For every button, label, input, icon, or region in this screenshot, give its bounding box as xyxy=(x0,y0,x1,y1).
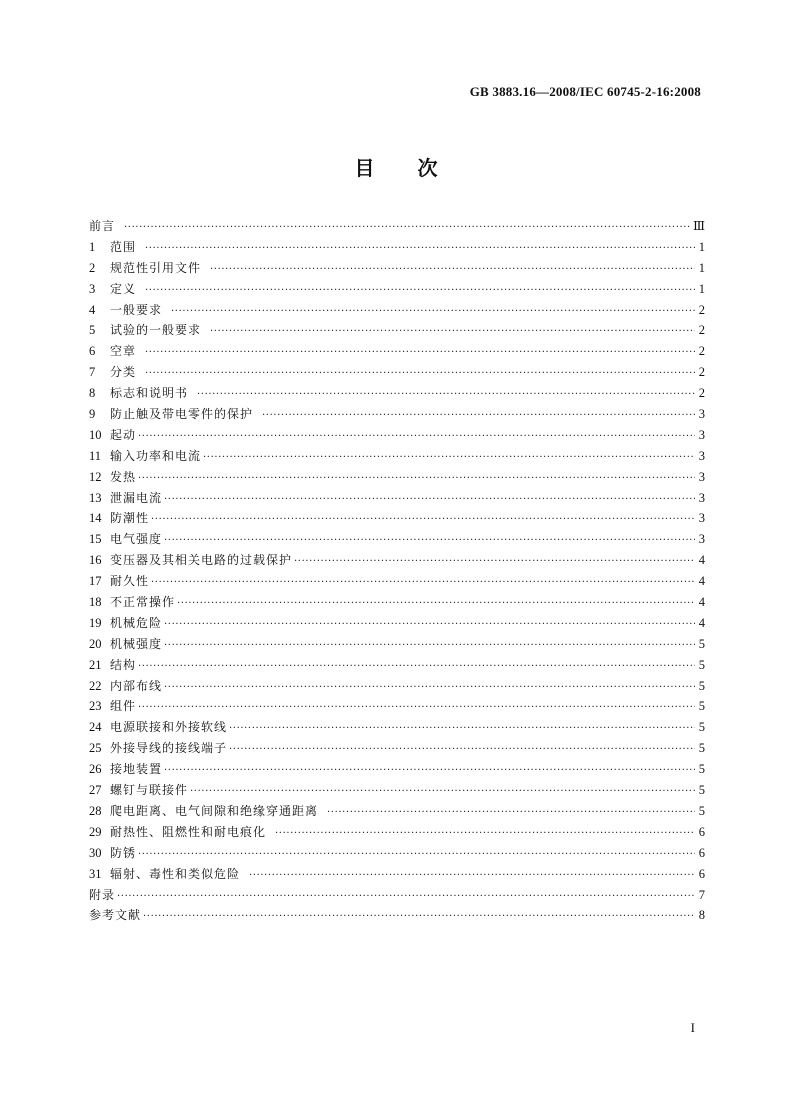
toc-entry-page: 5 xyxy=(698,720,705,735)
toc-entry[interactable] xyxy=(89,864,705,885)
toc-entry[interactable] xyxy=(89,759,705,780)
toc-entry-number: 21 xyxy=(89,657,102,672)
toc-entry-title: 附录 xyxy=(89,887,116,902)
toc-entry-number: 27 xyxy=(89,783,102,798)
page-title-char-1: 目 xyxy=(354,156,375,180)
toc-entry[interactable] xyxy=(89,801,705,822)
toc-leader-dots xyxy=(145,343,695,364)
toc-entry-title: 螺钉与联接件 xyxy=(110,783,189,798)
toc-leader-dots xyxy=(138,427,695,448)
toc-entry[interactable] xyxy=(89,592,705,613)
toc-entry-page: 5 xyxy=(698,741,705,756)
toc-entry-title: 范围 xyxy=(110,239,137,254)
table-of-contents xyxy=(89,216,705,926)
toc-leader-dots xyxy=(294,552,695,573)
toc-entry[interactable] xyxy=(89,529,705,550)
toc-leader-dots xyxy=(190,782,695,803)
toc-entry-page: 4 xyxy=(698,615,705,630)
toc-entry[interactable] xyxy=(89,362,705,383)
toc-entry-number: 31 xyxy=(89,866,102,881)
toc-entry-title: 机械强度 xyxy=(110,636,163,651)
toc-entry-title: 分类 xyxy=(110,365,137,380)
toc-entry-number: 15 xyxy=(89,532,102,547)
toc-entry[interactable] xyxy=(89,508,705,529)
page-number: I xyxy=(690,1020,695,1035)
toc-entry-number: 9 xyxy=(89,407,96,422)
toc-entry-page: 6 xyxy=(698,845,705,860)
toc-leader-dots xyxy=(164,615,695,636)
toc-entry-page: 3 xyxy=(698,448,705,463)
toc-entry-number: 17 xyxy=(89,574,102,589)
toc-entry-number: 19 xyxy=(89,615,102,630)
toc-leader-dots xyxy=(229,740,695,761)
toc-entry-number: 6 xyxy=(89,344,96,359)
toc-leader-dots xyxy=(262,406,695,427)
toc-entry-title: 爬电距离、电气间隙和绝缘穿通距离 xyxy=(110,803,319,818)
toc-entry-page: 2 xyxy=(698,323,705,338)
toc-entry[interactable] xyxy=(89,237,705,258)
toc-entry-title: 泄漏电流 xyxy=(110,490,163,505)
toc-leader-dots xyxy=(124,218,691,239)
toc-entry-title: 电源联接和外接软线 xyxy=(110,720,228,735)
toc-entry[interactable] xyxy=(89,780,705,801)
toc-entry-title: 规范性引用文件 xyxy=(110,260,202,275)
toc-entry-title: 定义 xyxy=(110,281,137,296)
toc-entry-title: 不正常操作 xyxy=(110,595,176,610)
toc-entry[interactable] xyxy=(89,634,705,655)
toc-entry-number: 14 xyxy=(89,511,102,526)
toc-entry[interactable] xyxy=(89,258,705,279)
toc-leader-dots xyxy=(203,448,695,469)
toc-entry-number: 23 xyxy=(89,699,102,714)
toc-entry-number: 7 xyxy=(89,365,96,380)
toc-entry-title: 空章 xyxy=(110,344,137,359)
toc-entry-page: 3 xyxy=(698,532,705,547)
toc-entry-title: 起动 xyxy=(110,427,137,442)
toc-entry[interactable] xyxy=(89,550,705,571)
toc-leader-dots xyxy=(145,239,695,260)
toc-leader-dots xyxy=(210,260,695,281)
toc-leader-dots xyxy=(197,385,695,406)
toc-entry-page: 5 xyxy=(698,657,705,672)
toc-leader-dots xyxy=(164,678,695,699)
page-title xyxy=(0,152,792,181)
toc-entry-title: 机械危险 xyxy=(110,615,163,630)
toc-entry-title: 接地装置 xyxy=(110,762,163,777)
toc-entry[interactable] xyxy=(89,300,705,321)
toc-entry-page: 2 xyxy=(698,302,705,317)
toc-entry-page: 1 xyxy=(698,260,705,275)
toc-entry-page: 6 xyxy=(698,866,705,881)
toc-entry-title: 耐久性 xyxy=(110,574,150,589)
toc-entry-title: 电气强度 xyxy=(110,532,163,547)
toc-entry-page: 4 xyxy=(698,553,705,568)
toc-entry-page: 3 xyxy=(698,490,705,505)
toc-entry-number: 18 xyxy=(89,595,102,610)
toc-entry-title: 一般要求 xyxy=(110,302,163,317)
toc-entry-page: 5 xyxy=(698,783,705,798)
toc-leader-dots xyxy=(138,657,695,678)
toc-leader-dots xyxy=(164,531,695,552)
toc-entry-page: 4 xyxy=(698,574,705,589)
toc-entry-page: 2 xyxy=(698,386,705,401)
toc-entry-title: 防潮性 xyxy=(110,511,150,526)
toc-entry-page: 5 xyxy=(698,699,705,714)
toc-entry-title: 辐射、毒性和类似危险 xyxy=(110,866,241,881)
toc-entry[interactable] xyxy=(89,216,705,237)
toc-entry-title: 内部布线 xyxy=(110,678,163,693)
toc-entry-page: 3 xyxy=(698,427,705,442)
toc-entry-number: 1 xyxy=(89,239,96,254)
toc-leader-dots xyxy=(210,322,695,343)
toc-entry-number: 10 xyxy=(89,427,102,442)
toc-leader-dots xyxy=(171,302,695,323)
toc-leader-dots xyxy=(164,490,695,511)
toc-entry-page: 6 xyxy=(698,824,705,839)
toc-entry[interactable] xyxy=(89,425,705,446)
toc-entry-page: 3 xyxy=(698,511,705,526)
standard-code-header: GB 3883.16—2008/IEC 60745-2-16:2008 xyxy=(469,84,701,99)
toc-entry[interactable] xyxy=(89,383,705,404)
toc-entry[interactable] xyxy=(89,717,705,738)
toc-entry-title: 防止触及带电零件的保护 xyxy=(110,407,254,422)
toc-entry-number: 12 xyxy=(89,469,102,484)
toc-entry[interactable] xyxy=(89,843,705,864)
toc-entry-page: 5 xyxy=(698,678,705,693)
toc-leader-dots xyxy=(138,469,695,490)
toc-entry-page: 5 xyxy=(698,803,705,818)
toc-leader-dots xyxy=(151,510,695,531)
toc-entry-number: 24 xyxy=(89,720,102,735)
toc-entry-page: 8 xyxy=(698,908,705,923)
toc-leader-dots xyxy=(249,866,695,887)
toc-entry[interactable] xyxy=(89,696,705,717)
toc-entry-number: 11 xyxy=(89,448,102,463)
toc-entry-page: 5 xyxy=(698,636,705,651)
toc-entry-number: 16 xyxy=(89,553,102,568)
toc-entry-number: 4 xyxy=(89,302,96,317)
toc-entry-number: 22 xyxy=(89,678,102,693)
toc-leader-dots xyxy=(177,594,695,615)
toc-entry-page: 3 xyxy=(698,469,705,484)
toc-entry-title: 前言 xyxy=(89,219,116,233)
toc-entry[interactable] xyxy=(89,655,705,676)
toc-entry[interactable] xyxy=(89,467,705,488)
toc-entry-number: 29 xyxy=(89,824,102,839)
toc-entry[interactable] xyxy=(89,822,705,843)
toc-entry[interactable] xyxy=(89,905,705,926)
toc-entry[interactable] xyxy=(89,885,705,906)
toc-entry-number: 8 xyxy=(89,386,96,401)
toc-leader-dots xyxy=(143,907,695,928)
toc-entry-page: 4 xyxy=(698,595,705,610)
toc-entry[interactable] xyxy=(89,320,705,341)
toc-leader-dots xyxy=(164,636,695,657)
page-title-char-2: 次 xyxy=(417,156,438,180)
toc-leader-dots xyxy=(151,573,695,594)
toc-entry-title: 耐热性、阻燃性和耐电痕化 xyxy=(110,824,267,839)
toc-entry-title: 防锈 xyxy=(110,845,137,860)
toc-leader-dots xyxy=(117,887,695,908)
toc-leader-dots xyxy=(138,698,695,719)
toc-entry-number: 30 xyxy=(89,845,102,860)
toc-leader-dots xyxy=(229,719,695,740)
toc-entry[interactable] xyxy=(89,404,705,425)
toc-entry-number: 20 xyxy=(89,636,102,651)
toc-entry-title: 结构 xyxy=(110,657,137,672)
toc-entry-title: 标志和说明书 xyxy=(110,386,189,401)
toc-leader-dots xyxy=(275,824,695,845)
toc-entry-title: 外接导线的接线端子 xyxy=(110,741,228,756)
toc-entry-title: 变压器及其相关电路的过载保护 xyxy=(110,553,293,568)
toc-entry-number: 26 xyxy=(89,762,102,777)
toc-entry[interactable] xyxy=(89,571,705,592)
toc-leader-dots xyxy=(164,761,695,782)
toc-entry-page: Ⅲ xyxy=(692,219,705,233)
toc-leader-dots xyxy=(145,281,695,302)
toc-entry-title: 组件 xyxy=(110,699,137,714)
toc-entry-page: 3 xyxy=(698,407,705,422)
toc-leader-dots xyxy=(145,364,695,385)
toc-leader-dots xyxy=(138,845,695,866)
toc-entry-page: 2 xyxy=(698,365,705,380)
toc-entry-number: 3 xyxy=(89,281,96,296)
toc-entry-number: 2 xyxy=(89,260,96,275)
toc-entry-number: 5 xyxy=(89,323,96,338)
toc-entry-title: 参考文献 xyxy=(89,908,142,923)
toc-entry[interactable] xyxy=(89,446,705,467)
toc-entry-page: 7 xyxy=(698,887,705,902)
toc-entry-number: 25 xyxy=(89,741,102,756)
toc-entry-page: 1 xyxy=(698,239,705,254)
toc-entry-page: 5 xyxy=(698,762,705,777)
toc-leader-dots xyxy=(327,803,695,824)
toc-entry-number: 28 xyxy=(89,803,102,818)
toc-entry-title: 输入功率和电流 xyxy=(110,448,202,463)
toc-entry-number: 13 xyxy=(89,490,102,505)
toc-entry-title: 试验的一般要求 xyxy=(110,323,202,338)
toc-entry-page: 2 xyxy=(698,344,705,359)
toc-entry[interactable] xyxy=(89,341,705,362)
toc-entry[interactable] xyxy=(89,676,705,697)
toc-entry[interactable] xyxy=(89,279,705,300)
toc-entry-page: 1 xyxy=(698,281,705,296)
toc-entry-title: 发热 xyxy=(110,469,137,484)
toc-entry[interactable] xyxy=(89,488,705,509)
toc-entry[interactable] xyxy=(89,613,705,634)
toc-entry[interactable] xyxy=(89,738,705,759)
